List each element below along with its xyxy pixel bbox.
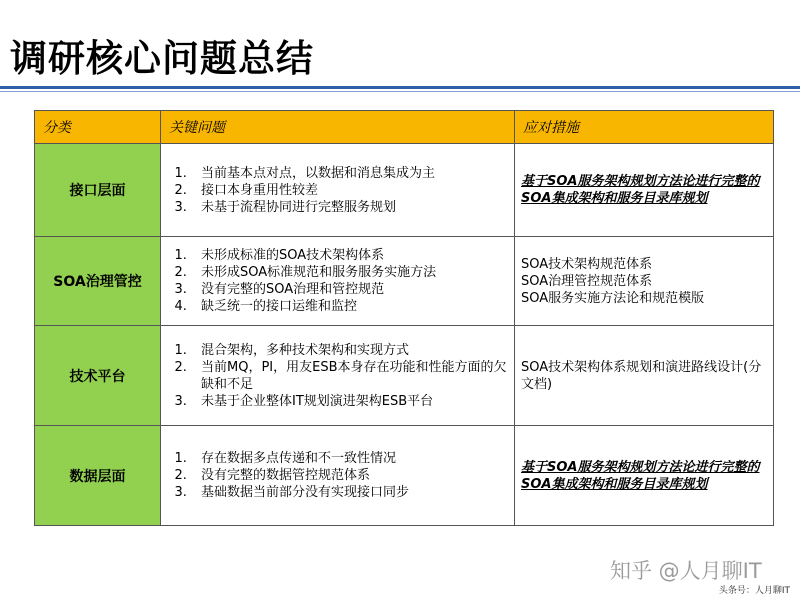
issue-item: 3. 没有完整的SOA治理和管控规范 bbox=[191, 281, 510, 298]
row-measures bbox=[515, 326, 774, 426]
issues-table bbox=[34, 110, 774, 526]
measure-text: SOA治理管控规范体系 bbox=[521, 273, 653, 289]
issue-item: 2. 没有完整的数据管控规范体系 bbox=[191, 467, 510, 484]
title-divider-thin bbox=[0, 91, 800, 92]
row-category: 技术平台 bbox=[35, 326, 161, 426]
row-category: SOA治理管控 bbox=[35, 237, 161, 326]
issue-item: 1. 存在数据多点传递和不一致性情况 bbox=[191, 450, 510, 467]
issue-item: 3. 未基于流程协同进行完整服务规划 bbox=[191, 199, 510, 216]
measure-text: SOA服务实施方法论和规范模版 bbox=[521, 290, 705, 306]
issue-item: 1. 混合架构，多种技术架构和实现方式 bbox=[191, 342, 510, 359]
measure-text: 基于SOA服务架构规划方法论进行完整的SOA集成架构和服务目录库规划 bbox=[521, 174, 760, 206]
table-row bbox=[35, 426, 774, 526]
row-category: 接口层面 bbox=[35, 144, 161, 237]
issue-item: 1. 未形成标准的SOA技术架构体系 bbox=[191, 247, 510, 264]
title-divider bbox=[0, 86, 800, 89]
measure-text: SOA技术架构体系规划和演进路线设计(分文档) bbox=[521, 359, 762, 392]
row-issues bbox=[161, 426, 515, 526]
header-key-issues: 关键问题 bbox=[161, 111, 515, 144]
watermark: 知乎 @人月聊IT bbox=[610, 559, 762, 583]
issue-item: 2. 接口本身重用性较差 bbox=[191, 182, 510, 199]
row-measures bbox=[515, 237, 774, 326]
issue-item: 3. 基础数据当前部分没有实现接口同步 bbox=[191, 484, 510, 501]
issue-item: 1. 当前基本点对点，以数据和消息集成为主 bbox=[191, 165, 510, 182]
row-issues bbox=[161, 237, 515, 326]
table-row bbox=[35, 326, 774, 426]
measure-text: SOA技术架构规范体系 bbox=[521, 256, 653, 272]
issue-item: 3. 未基于企业整体IT规划演进架构ESB平台 bbox=[191, 393, 510, 410]
row-issues bbox=[161, 144, 515, 237]
table-header-row bbox=[35, 111, 774, 144]
row-measures bbox=[515, 144, 774, 237]
table-row bbox=[35, 144, 774, 237]
header-category: 分类 bbox=[35, 111, 161, 144]
issue-item: 4. 缺乏统一的接口运维和监控 bbox=[191, 298, 510, 315]
row-measures bbox=[515, 426, 774, 526]
footer-source: 头条号：人月聊IT bbox=[718, 586, 790, 596]
header-measures: 应对措施 bbox=[515, 111, 774, 144]
row-category: 数据层面 bbox=[35, 426, 161, 526]
issue-item: 2. 未形成SOA标准规范和服务服务实施方法 bbox=[191, 264, 510, 281]
table-row bbox=[35, 237, 774, 326]
page-title: 调研核心问题总结 bbox=[10, 37, 314, 80]
issue-item: 2. 当前MQ，PI，用友ESB本身存在功能和性能方面的欠缺和不足 bbox=[191, 359, 510, 393]
measure-text: 基于SOA服务架构规划方法论进行完整的SOA集成架构和服务目录库规划 bbox=[521, 459, 760, 492]
row-issues bbox=[161, 326, 515, 426]
